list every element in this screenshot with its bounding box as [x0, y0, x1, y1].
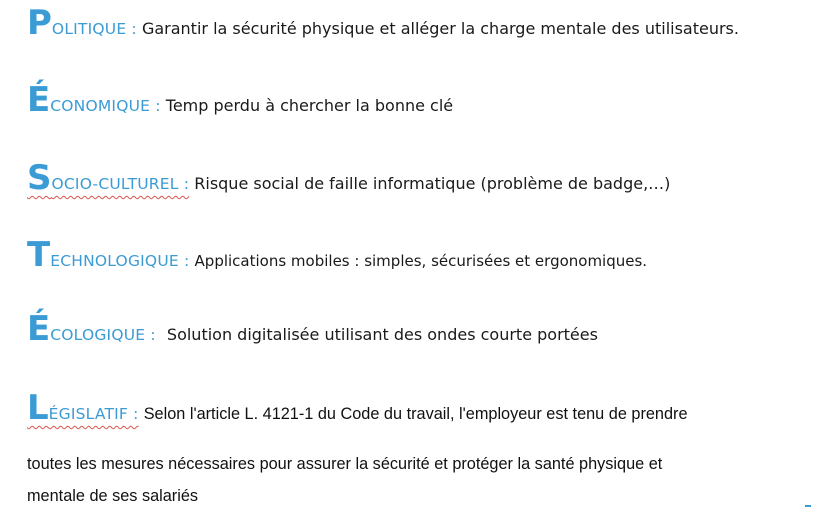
line-text: Selon l'article L. 4121-1 du Code du travail, l'employeur est tenu de prendre — [143, 405, 688, 423]
continuation-line-2: mentale de ses salariés — [27, 487, 199, 505]
initial-letter: É — [27, 309, 51, 349]
line-text: Temp perdu à chercher la bonne clé — [165, 96, 454, 115]
initial-letter: S — [27, 158, 52, 198]
pestel-technologique-line — [27, 235, 648, 275]
legislatif-continuation — [27, 448, 787, 512]
pestel-politique-line — [27, 3, 739, 43]
line-text: Solution digitalisée utilisant des ondes courte portées — [166, 325, 598, 344]
line-text: Garantir la sécurité physique et alléger la charge mentale des utilisateurs. — [141, 19, 739, 38]
category-label: ECHNOLOGIQUE : — [50, 252, 190, 270]
corner-marker — [805, 505, 811, 507]
line-text: Risque social de faille informatique (problème de badge,…) — [194, 174, 671, 193]
category-label: OCIO-CULTUREL : — [51, 175, 190, 193]
initial-letter: L — [27, 388, 49, 428]
initial-letter: T — [27, 235, 51, 275]
spellcheck-underlined — [27, 158, 190, 198]
category-label: COLOGIQUE : — [50, 326, 156, 344]
initial-letter: P — [27, 3, 52, 43]
line-text: Applications mobiles : simples, sécurisées et ergonomiques. — [194, 252, 648, 270]
category-label: CONOMIQUE : — [50, 97, 161, 115]
category-label: ÉGISLATIF : — [48, 405, 139, 423]
initial-letter: É — [27, 80, 51, 120]
spellcheck-underlined — [27, 388, 139, 428]
pestel-legislatif-line — [27, 388, 688, 428]
pestel-ecologique-line — [27, 309, 598, 349]
continuation-line-1: toutes les mesures nécessaires pour assurer la sécurité et protéger la santé physique et — [27, 455, 663, 473]
category-label: OLITIQUE : — [51, 20, 137, 38]
pestel-socio-culturel-line — [27, 158, 671, 198]
pestel-economique-line — [27, 80, 454, 120]
